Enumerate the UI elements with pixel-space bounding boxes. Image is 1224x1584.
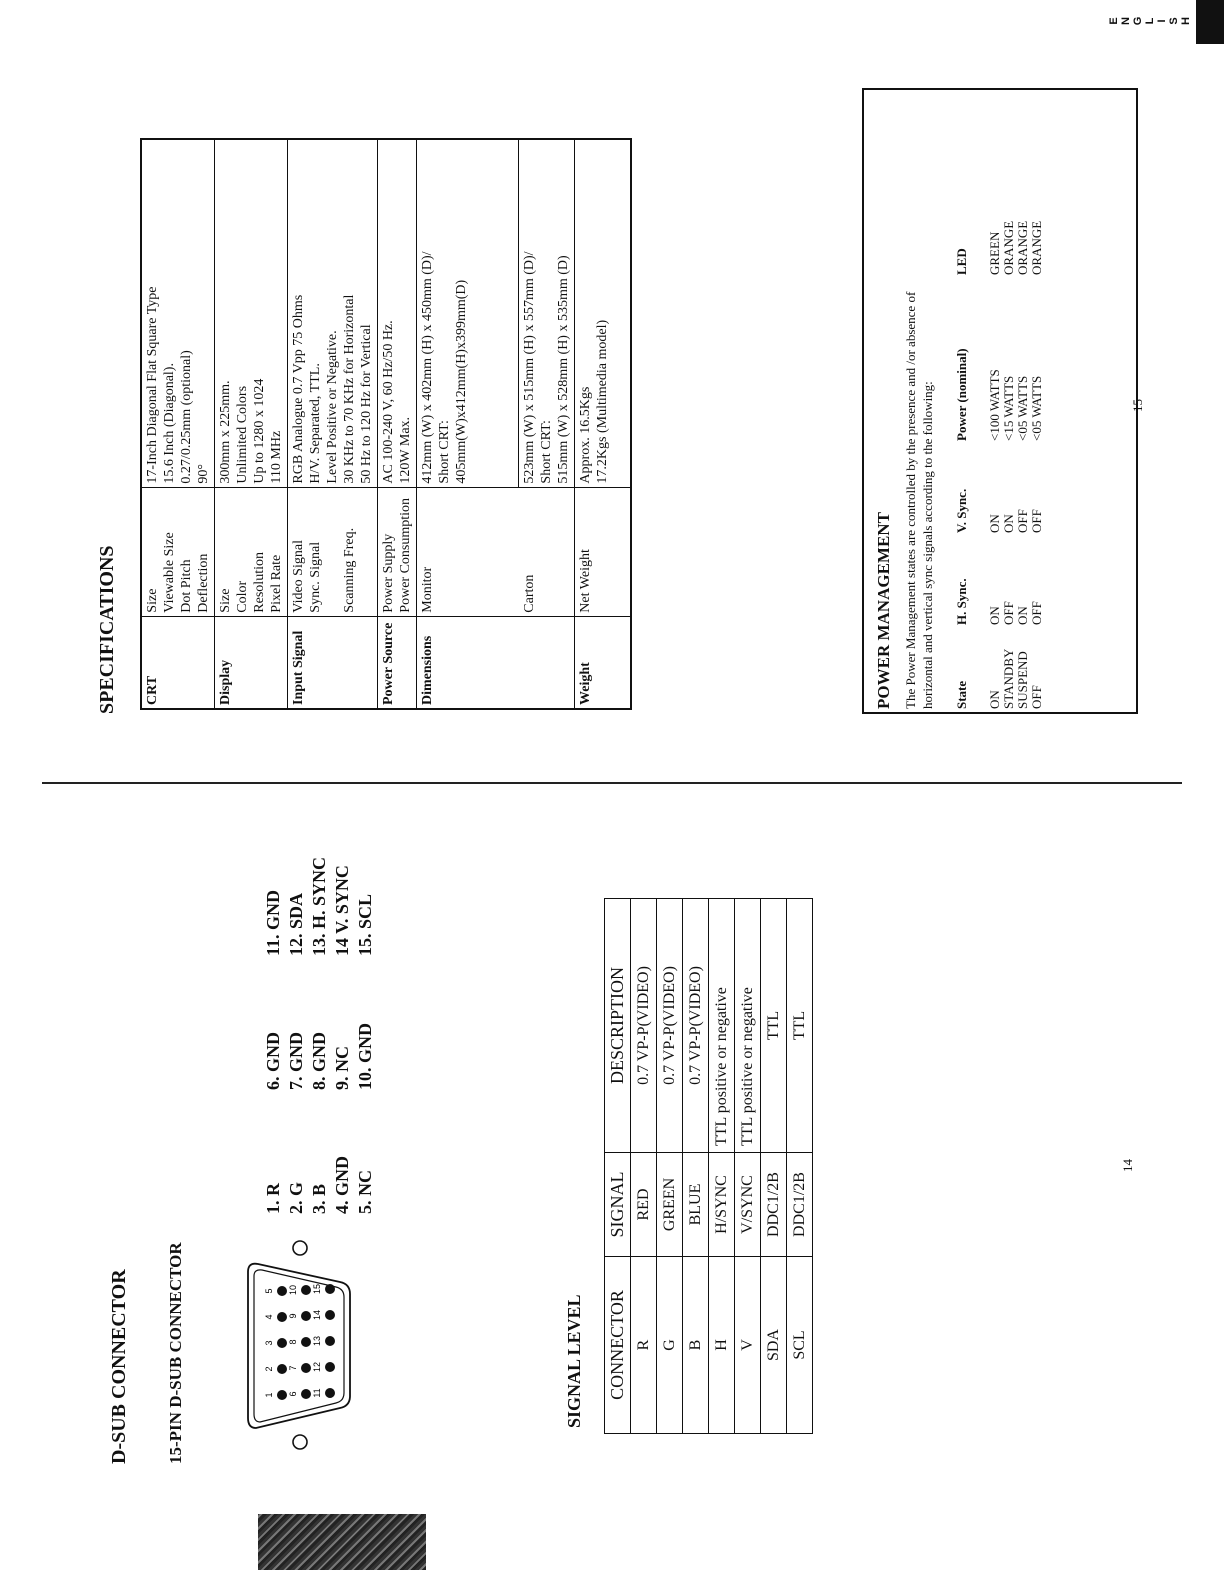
header-hsync: H. Sync.: [954, 578, 969, 625]
spec-item: Color: [235, 580, 250, 613]
cell-power: <05 WATTS: [1015, 375, 1030, 441]
side-letter: L: [1144, 17, 1156, 25]
cell-connector: SCL: [787, 1257, 813, 1434]
spec-value: 523mm (W) x 515mm (H) x 557mm (D)/: [522, 251, 537, 484]
cell-power: <05 WATTS: [1029, 375, 1044, 441]
pin-column-1: [262, 1156, 377, 1214]
table-row: [631, 899, 657, 1434]
spec-value: RGB Analogue 0.7 Vpp 75 Ohms: [291, 294, 306, 484]
pin-list: [262, 814, 382, 1214]
table-row: [1016, 185, 1030, 709]
spec-category: Display: [215, 616, 288, 709]
connector-pins: [264, 1284, 335, 1400]
spec-value: 110 MHz: [269, 430, 284, 484]
pin-entry: 2. G: [286, 1181, 306, 1214]
description-line: The Power Management states are controlled by the presence and /or absence of: [903, 291, 918, 709]
spec-category: Weight: [575, 616, 632, 709]
header-power: Power (nominal): [954, 348, 969, 441]
spec-value: 17.2Kgs (Multimedia model): [595, 319, 610, 484]
spacer: [594, 491, 611, 613]
cell-description: TTL positive or negative: [735, 899, 761, 1153]
spec-values: [575, 139, 632, 487]
cell-vsync: ON: [987, 514, 1002, 533]
cell-vsync: OFF: [1015, 509, 1030, 533]
spec-item: Size: [145, 588, 160, 613]
cell-led: GREEN: [987, 231, 1002, 275]
table-row: [735, 899, 761, 1434]
cell-description: TTL positive or negative: [709, 899, 735, 1153]
spec-item: Resolution: [252, 552, 267, 613]
spec-values: [215, 139, 288, 487]
pin-number-label: 14: [312, 1309, 322, 1321]
spec-value: 412mm (W) x 402mm (H) x 450mm (D)/: [420, 251, 435, 484]
spec-value: 17-Inch Diagonal Flat Square Type: [145, 286, 160, 484]
monitor-dimensions: [417, 140, 519, 487]
cell-hsync: OFF: [1001, 601, 1016, 625]
specifications-title: SPECIFICATIONS: [96, 545, 118, 714]
cell-signal: RED: [631, 1153, 657, 1257]
spec-category: Input Signal: [288, 616, 378, 709]
cell-state: STANDBY: [1001, 648, 1016, 709]
pin-number-label: 9: [288, 1313, 298, 1319]
spec-item: Pixel Rate: [269, 554, 284, 613]
table-row: [761, 899, 787, 1434]
spec-row-display: [215, 139, 288, 709]
cell-signal: GREEN: [657, 1153, 683, 1257]
table-row: [1002, 185, 1016, 709]
pin-entry: 1. R: [263, 1183, 283, 1214]
spec-item: Monitor: [420, 566, 435, 613]
cell-state: ON: [987, 690, 1002, 709]
pin-entry: 4. GND: [332, 1156, 352, 1214]
spec-values: [288, 139, 378, 487]
header-connector: CONNECTOR: [605, 1257, 631, 1434]
table-row: [683, 899, 709, 1434]
cell-description: 0.7 VP-P(VIDEO): [631, 899, 657, 1153]
cell-hsync: OFF: [1029, 601, 1044, 625]
cell-connector: R: [631, 1257, 657, 1434]
spec-value: Unlimited Colors: [235, 385, 250, 484]
spec-values: [378, 139, 417, 487]
cell-connector: H: [709, 1257, 735, 1434]
spec-value: Short CRT:: [437, 420, 452, 484]
pin-dot: [277, 1286, 287, 1296]
spec-category: CRT: [141, 616, 215, 709]
power-management-table: [954, 185, 1044, 709]
spec-item: Size: [218, 588, 233, 613]
pin-entry: 9. NC: [332, 1046, 352, 1090]
pin-entry: 12. SDA: [286, 892, 306, 956]
pin-dot: [325, 1310, 335, 1320]
pin-entry: 10. GND: [355, 1023, 375, 1090]
spec-value: Up to 1280 x 1024: [252, 378, 267, 484]
spacer: [611, 491, 628, 613]
side-language-label: [1108, 0, 1192, 44]
pin-entry: 3. B: [309, 1183, 329, 1214]
spec-value: H/V. Separated, TTL.: [308, 363, 323, 484]
pin-number-label: 7: [288, 1365, 298, 1371]
pin-dot: [325, 1388, 335, 1398]
page-number-right: 15: [1130, 399, 1145, 412]
spec-items: [141, 487, 215, 616]
pin-number-label: 10: [288, 1284, 298, 1296]
spec-item: Scanning Freq.: [342, 527, 357, 613]
cell-connector: G: [657, 1257, 683, 1434]
pin-dot: [325, 1284, 335, 1294]
pin-column-3: [262, 857, 377, 956]
pin-entry: 13. H. SYNC: [309, 856, 329, 956]
cell-power: <100 WATTS: [987, 369, 1002, 441]
cell-state: OFF: [1029, 685, 1044, 709]
pin-entry: 7. GND: [286, 1032, 306, 1090]
header-description: DESCRIPTION: [605, 899, 631, 1153]
edge-bar: [1196, 0, 1224, 44]
spec-row-power-source: [378, 139, 417, 709]
table-row: [709, 899, 735, 1434]
spec-value: Approx. 16.5Kgs: [578, 386, 593, 484]
spec-category: Dimensions: [417, 616, 575, 709]
signal-level-table: [604, 898, 813, 1434]
cell-connector: V: [735, 1257, 761, 1434]
pin-number-label: 4: [264, 1314, 274, 1320]
pin-number-label: 3: [264, 1340, 274, 1346]
spec-row-weight: [575, 139, 632, 709]
spec-item: Dot Pitch: [179, 559, 194, 613]
cell-signal: BLUE: [683, 1153, 709, 1257]
pin-dot: [301, 1389, 311, 1399]
pin-number-label: 5: [264, 1288, 274, 1294]
side-letter: H: [1180, 17, 1192, 25]
header-vsync: V. Sync.: [954, 488, 969, 533]
cell-connector: SDA: [761, 1257, 787, 1434]
cell-led: ORANGE: [1015, 220, 1030, 275]
pin-number-label: 12: [312, 1361, 322, 1373]
spec-items: [575, 487, 632, 616]
spec-value: 515mm (W) x 528mm (H) x 535mm (D): [556, 255, 571, 484]
spec-value: Short CRT:: [539, 420, 554, 484]
pin-dot: [301, 1311, 311, 1321]
connector-svg: [226, 1230, 376, 1462]
page-number-left: 14: [1120, 1159, 1135, 1172]
power-management-description: [902, 93, 936, 709]
pin-column-2: [262, 1023, 377, 1090]
spec-item: Power Supply: [381, 533, 396, 613]
spec-item: Viewable Size: [162, 532, 177, 613]
side-letter: G: [1132, 16, 1144, 26]
description-line: horizontal and vertical sync signals according to the following:: [920, 381, 935, 709]
cell-power: <15 WATTS: [1001, 375, 1016, 441]
spec-item: Sync. Signal: [308, 541, 323, 613]
pin-entry: 6. GND: [263, 1032, 283, 1090]
spec-value: AC 100-240 V, 60 Hz/50 Hz.: [381, 320, 396, 484]
spec-items: [288, 487, 378, 616]
spec-items: [215, 487, 288, 616]
pin-number-label: 15: [312, 1283, 322, 1295]
pin-entry: 14 V. SYNC: [332, 865, 352, 956]
header-led: LED: [954, 248, 969, 275]
spec-values: [141, 139, 215, 487]
spacer: [611, 143, 628, 484]
cell-signal: DDC1/2B: [787, 1153, 813, 1257]
cell-signal: V/SYNC: [735, 1153, 761, 1257]
spec-item: Video Signal: [291, 540, 306, 613]
pin-dot: [277, 1364, 287, 1374]
carton-dimensions: [519, 140, 574, 487]
table-row: [657, 899, 683, 1434]
cell-hsync: ON: [987, 606, 1002, 625]
pin-number-label: 6: [288, 1391, 298, 1397]
spec-item-carton: [519, 488, 540, 616]
header-signal: SIGNAL: [605, 1153, 631, 1257]
spec-value: 120W Max.: [398, 416, 413, 484]
spec-item: Net Weight: [578, 549, 593, 613]
table-row: [1030, 185, 1044, 709]
cell-hsync: ON: [1015, 606, 1030, 625]
pin-number-label: 11: [312, 1388, 322, 1398]
cell-description: 0.7 VP-P(VIDEO): [657, 899, 683, 1153]
spec-item: Power Consumption: [398, 497, 413, 613]
dsub-title: D-SUB CONNECTOR: [108, 1269, 130, 1464]
specifications-table: [140, 138, 632, 710]
spec-item-monitor: [417, 488, 519, 616]
spec-value: 90°: [196, 463, 211, 484]
pin-dot: [325, 1362, 335, 1372]
spec-row-crt: [141, 139, 215, 709]
scan-smudge: [258, 1514, 426, 1570]
pin-number-label: 2: [264, 1366, 274, 1372]
pin-entry: 15. SCL: [355, 893, 375, 956]
pin-dot: [277, 1312, 287, 1322]
spec-value: Level Positive or Negative.: [325, 330, 340, 484]
cell-description: TTL: [761, 899, 787, 1153]
cell-vsync: ON: [1001, 514, 1016, 533]
power-management-title: POWER MANAGEMENT: [874, 512, 893, 709]
dsub-connector-diagram: [226, 1230, 376, 1462]
side-letter: S: [1168, 17, 1180, 25]
spec-category: Power Source: [378, 616, 417, 709]
pin-dot: [277, 1338, 287, 1348]
header-state: State: [954, 680, 969, 709]
spacer: [324, 491, 341, 613]
connector-title: 15-PIN D-SUB CONNECTOR: [166, 1242, 185, 1464]
pin-entry: 5. NC: [355, 1170, 375, 1214]
spec-item: Carton: [522, 574, 537, 613]
side-letter: N: [1120, 17, 1132, 25]
side-letter: I: [1156, 19, 1168, 23]
pin-entry: 8. GND: [309, 1032, 329, 1090]
pin-number-label: 1: [264, 1392, 274, 1398]
cell-vsync: OFF: [1029, 509, 1044, 533]
cell-led: ORANGE: [1029, 220, 1044, 275]
spec-value: 300mm x 225mm.: [218, 380, 233, 484]
spec-value: 0.27/0.25mm (optional): [179, 350, 194, 484]
signal-level-title: SIGNAL LEVEL: [564, 1294, 584, 1428]
spec-value: 405mm(W)x412mm(H)x399mm(D): [454, 279, 469, 484]
spec-value: 30 KHz to 70 KHz for Horizontal: [342, 294, 357, 484]
cell-connector: B: [683, 1257, 709, 1434]
table-row: [988, 185, 1002, 709]
cell-state: SUSPEND: [1015, 651, 1030, 709]
page-divider: [42, 783, 1182, 785]
pin-dot: [301, 1285, 311, 1295]
cell-signal: DDC1/2B: [761, 1153, 787, 1257]
pin-dot: [277, 1390, 287, 1400]
power-header-row: [954, 185, 988, 709]
spec-value: 50 Hz to 120 Hz for Vertical: [359, 324, 374, 484]
table-row: [787, 899, 813, 1434]
spec-items: [417, 487, 575, 616]
cell-signal: H/SYNC: [709, 1153, 735, 1257]
power-management-box: [862, 88, 1138, 714]
spec-item: Deflection: [196, 553, 211, 613]
side-letter: E: [1108, 17, 1120, 25]
spacer: [358, 491, 375, 613]
spec-value: 15.6 Inch (Diagonal).: [162, 363, 177, 484]
pin-dot: [301, 1337, 311, 1347]
cell-description: TTL: [787, 899, 813, 1153]
spec-row-input-signal: [288, 139, 378, 709]
pin-dot: [325, 1336, 335, 1346]
pin-entry: 11. GND: [263, 889, 283, 956]
pin-number-label: 13: [312, 1335, 322, 1347]
pin-number-label: 8: [288, 1339, 298, 1345]
cell-description: 0.7 VP-P(VIDEO): [683, 899, 709, 1153]
signal-header-row: [605, 899, 631, 1434]
pin-dot: [301, 1363, 311, 1373]
spec-values: [417, 139, 575, 487]
cell-led: ORANGE: [1001, 220, 1016, 275]
spec-items: [378, 487, 417, 616]
spec-row-dimensions: [417, 139, 575, 709]
